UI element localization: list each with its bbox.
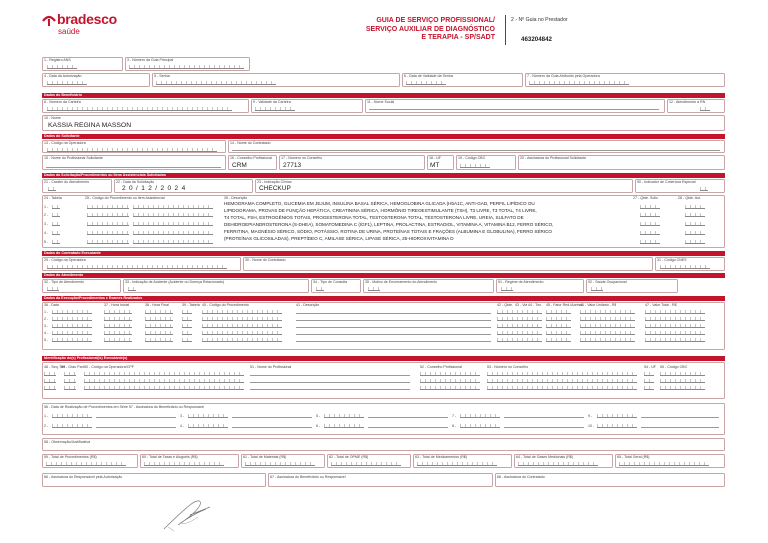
serie-10-ticks [597, 424, 637, 428]
label-codigo-procedimento: 25 - Código do Procedimento ou Item Assistencial [85, 196, 165, 200]
bradesco-logo [42, 10, 122, 38]
label-validade-carteira: 9 - Validade da Carteira [253, 100, 291, 104]
section-atendimento: Dados do Atendimento [42, 273, 725, 278]
req-qtde-ticks-2 [640, 213, 660, 217]
label-prof-nome: 51 - Nome do Profissional [250, 365, 292, 369]
exec-line-f2 [296, 320, 491, 321]
req-codigo2-ticks-4 [133, 231, 213, 235]
ticks-validade-senha [406, 81, 446, 85]
label-exec-codigo: 29 - Código na Operadora [44, 258, 86, 262]
uf-value: MT [430, 162, 440, 169]
section-solicitante: Dados do Solicitante [42, 134, 725, 139]
req-aut-ticks-1 [685, 205, 705, 209]
prof-grau-2 [64, 379, 76, 383]
desc-line-3: T4 TOTAL, FSH, ESTROGÊNIOS TOTAIS, PROGESTERONA TOTAL, TESTOSTERONA TOTAL, TESTOSTERONA LIVRE, UREIA, SULFATO DE [224, 215, 524, 220]
label-total-materiais: 61 - Total de Materiais (R$) [243, 455, 287, 459]
label-total-geral: 65 - Total Geral (R$) [617, 455, 650, 459]
req-qtde-ticks-1 [640, 205, 660, 209]
label-cbo: 19 - Código CBO [458, 156, 486, 160]
label-prof-conselho: 52 - Conselho Profissional [420, 365, 462, 369]
conselho-value: CRM [232, 162, 247, 169]
serie-3-ticks [188, 414, 228, 418]
prof-cons-2 [420, 379, 480, 383]
serie-2-sign [96, 427, 176, 428]
prof-num-2 [487, 379, 637, 383]
exec-line-f4 [296, 334, 491, 335]
form-title [320, 17, 495, 43]
prof-grau-1 [64, 372, 76, 376]
ticks-total-taxas [144, 462, 224, 466]
ticks-cbo [460, 164, 490, 168]
label-tipo-consulta: 34 - Tipo de Consulta [313, 280, 348, 284]
label-guia-operadora: 7 - Número da Guia Atribuído pela Operadora [527, 74, 600, 78]
exec-h-qtde: 42 - Qtde. [497, 303, 513, 307]
label-prof-uf: 54 - UF [644, 365, 656, 369]
ticks-tipo-atendimento [47, 287, 59, 291]
beneficiary-name: KASSIA REGINA MASSON [48, 122, 132, 129]
label-grau-part: 49 - Grau Part. [61, 365, 85, 369]
req-codigo-ticks-2 [87, 213, 129, 217]
field-nome-contratado[interactable] [228, 140, 725, 153]
exec-h-valor-total: 47 - Valor Total - R$ [645, 303, 677, 307]
exec-h-via: 43 - Via [515, 303, 528, 307]
req-codigo2-ticks-2 [133, 213, 213, 217]
exec-ticks-e1 [202, 310, 282, 314]
prof-seq-2 [44, 379, 56, 383]
data-solicitacao-value: 2 0 / 1 2 / 2 0 2 4 [122, 185, 186, 192]
label-senha: 5 - Senha [154, 74, 170, 78]
handwritten-signature [160, 495, 220, 533]
serie-10: 10 - [588, 424, 595, 428]
exec-ticks-j5 [645, 338, 705, 342]
exec-h-data: 36 - Data [44, 303, 59, 307]
label-conselho: 16 - Conselho Profissional [230, 156, 272, 160]
prof-seq-1 [44, 372, 56, 376]
serie-6-sign [368, 427, 448, 428]
serie-5-ticks [324, 414, 364, 418]
exec-ticks-b4 [104, 331, 132, 335]
label-prof-codigo: 50 - Código na Operadora/CPF [84, 365, 134, 369]
req-tabela-ticks-1 [52, 205, 60, 209]
exec-row-3: 3 - [44, 324, 49, 328]
label-indicacao-clinica: 23 - Indicação Clínica [257, 180, 292, 184]
req-tabela-ticks-3 [52, 222, 60, 226]
label-atendimento-rn: 12 - Atendimento a RN [669, 100, 706, 104]
serie-9-sign [641, 417, 719, 418]
exec-ticks-h4 [546, 331, 571, 335]
ticks-codigo-operadora [47, 148, 217, 152]
guide-number: 463204842 [521, 36, 552, 43]
ticks-atendimento-rn [700, 107, 710, 111]
section-solicitacao: Dados da Solicitação/Procedimentos ou Itens Assistenciais Solicitados [42, 173, 725, 178]
req-aut-ticks-4 [685, 231, 705, 235]
label-assinatura-contratado: 68 - Assinatura do Contratado [497, 475, 545, 479]
req-codigo-ticks-5 [87, 240, 129, 244]
prof-uf-1 [644, 372, 654, 376]
label-assinatura-solicitante: 20 - Assinatura do Profissional Solicitante [520, 156, 587, 160]
exec-ticks-j1 [645, 310, 705, 314]
label-acidente: 33 - Indicação de Acidente (Acidente ou Doença Relacionado) [125, 280, 225, 284]
exec-ticks-g4 [497, 331, 542, 335]
ticks-acidente [128, 287, 136, 291]
serie-8-ticks [460, 424, 500, 428]
title-divider [505, 15, 506, 45]
exec-h-tec: 44 - Téc. [528, 303, 543, 307]
ticks-cobertura-especial [700, 187, 708, 191]
serie-7-ticks [460, 414, 500, 418]
exec-h-fator: 45 - Fator Red./Acrésc. [546, 303, 584, 307]
req-qtde-ticks-4 [640, 231, 660, 235]
exec-ticks-g2 [497, 317, 542, 321]
exec-ticks-d5 [182, 338, 192, 342]
exec-row-1: 1 - [44, 310, 49, 314]
label-uf: 18 - UF [429, 156, 441, 160]
ticks-total-medicamentos [417, 462, 497, 466]
exec-ticks-c3 [145, 324, 173, 328]
exec-ticks-b3 [104, 324, 132, 328]
prof-cons-3 [420, 386, 480, 390]
ticks-tipo-consulta [316, 287, 324, 291]
req-tabela-ticks-2 [52, 213, 60, 217]
serie-7-sign [504, 417, 584, 418]
desc-line-6: (PROTEÍNAS GLICOSILADAS), PREPTÍDEO C, AMILASE SÉRICA, LIPASE SÉRICA, 25-HIDROXIVITAMINA D [224, 236, 454, 241]
prof-cod-3 [84, 386, 244, 390]
exec-row-2: 2 - [44, 317, 49, 321]
exec-ticks-a4 [52, 331, 92, 335]
exec-ticks-a2 [52, 317, 92, 321]
ticks-saude-ocupacional [591, 287, 603, 291]
label-tabela: 24 - Tabela [44, 196, 62, 200]
ticks-encerramento [368, 287, 380, 291]
exec-ticks-i3 [580, 324, 635, 328]
req-aut-ticks-5 [685, 240, 705, 244]
exec-h-valor-unit: 46 - Valor Unitário - R$ [580, 303, 617, 307]
exec-ticks-e4 [202, 331, 282, 335]
field-nome-social[interactable] [365, 99, 665, 113]
req-codigo-ticks-3 [87, 222, 129, 226]
serie-2: 2 - [44, 424, 49, 428]
desc-line-4: DEHIDROEPIANDROSTERONA (S-DHEA), SOMATOMEDINA C (IGF1), LEPTINA, PROLACTINA, ESTRADIOL, VITAMINA A, VITAMINA B12, FERRO SÉRICO, [224, 222, 554, 227]
req-codigo2-ticks-1 [133, 205, 213, 209]
prof-nome-1 [250, 375, 410, 376]
serie-2-ticks [52, 424, 92, 428]
label-encerramento: 35 - Motivo de Encerramento do Atendimento [365, 280, 438, 284]
serie-5-sign [368, 417, 448, 418]
line-profissional-solicitante [46, 167, 221, 168]
label-data-solicitacao: 22 - Data da Solicitação [116, 180, 155, 184]
label-assinatura-beneficiario: 67 - Assinatura do Beneficiário ou Responsável [270, 475, 346, 479]
serie-4: 4 - [180, 424, 185, 428]
ticks-regime [501, 287, 513, 291]
exec-ticks-d2 [182, 317, 192, 321]
exec-ticks-g5 [497, 338, 542, 342]
serie-8: 8 - [452, 424, 457, 428]
exec-ticks-g1 [497, 310, 542, 314]
exec-row-4: 4 - [44, 331, 49, 335]
req-codigo-ticks-4 [87, 231, 129, 235]
brand-name: bradesco [57, 11, 117, 27]
req-aut-ticks-2 [685, 213, 705, 217]
prof-grau-3 [64, 386, 76, 390]
requested-description-block [224, 201, 630, 247]
label-codigo-operadora: 13 - Código na Operadora [44, 141, 86, 145]
req-row-2: 2 - [44, 213, 49, 217]
prof-cbo-3 [660, 386, 705, 390]
serie-9-ticks [597, 414, 637, 418]
label-profissional-solicitante: 15 - Nome do Profissional Solicitante [44, 156, 103, 160]
req-codigo-ticks-1 [87, 205, 129, 209]
label-guia-principal: 3 - Número da Guia Principal [127, 58, 174, 62]
exec-ticks-b2 [104, 317, 132, 321]
exec-ticks-i1 [580, 310, 635, 314]
label-total-medicamentos: 63 - Total de Medicamentos (R$) [415, 455, 468, 459]
ticks-validade-carteira [255, 107, 295, 111]
ticks-senha [156, 81, 276, 85]
section-executante: Dados do Contratado Executante [42, 251, 725, 256]
label-total-procedimentos: 59 - Total de Procedimentos (R$) [44, 455, 97, 459]
label-total-opme: 62 - Total de OPME (R$) [329, 455, 369, 459]
ticks-registro-ans [47, 65, 77, 69]
numero-conselho-value: 27713 [283, 162, 302, 169]
serie-6: 6 - [316, 424, 321, 428]
label-registro-ans: 1 - Registro ANS [44, 58, 71, 62]
label-nome-contratado: 14 - Nome do Contratado [230, 141, 271, 145]
section-execucao: Dados da Execução/Procedimentos e Exames Realizados [42, 296, 725, 301]
exec-h-hora-inicial: 37 - Hora Inicial [104, 303, 130, 307]
exec-h-hora-final: 38 - Hora Final [145, 303, 169, 307]
label-numero-conselho: 17 - Número no Conselho [281, 156, 323, 160]
prof-cbo-1 [660, 372, 705, 376]
serie-8-sign [504, 427, 584, 428]
guide-label: 2 - Nº Guia no Prestador [511, 17, 568, 23]
req-codigo2-ticks-3 [133, 222, 213, 226]
label-cnes: 31 - Código CNES [657, 258, 687, 262]
serie-4-ticks [188, 424, 228, 428]
field-exec-nome[interactable] [243, 257, 653, 271]
prof-seq-3 [44, 386, 56, 390]
exec-ticks-i5 [580, 338, 635, 342]
field-nome[interactable] [42, 115, 725, 131]
label-realizacao-serie: 56 - Data de Realização de Procedimentos em Série 57 - Assinatura do Beneficiário ou Responsável [44, 405, 205, 409]
exec-ticks-d4 [182, 331, 192, 335]
ticks-guia-principal [129, 65, 244, 69]
desc-line-2: LIPIDOGRAMA, PROVAS DE FUNÇÃO HEPÁTICA, CREATININA SÉRICA, HORMÔNIO TIREOESTIMULANTE (TSH), T3 LIVRE, T3 TOTAL, T4 LIVRE, [224, 208, 537, 213]
serie-7: 7 - [452, 414, 457, 418]
req-tabela-ticks-4 [52, 231, 60, 235]
prof-cod-1 [84, 372, 244, 376]
label-regime: 91 - Regime de Atendimento [498, 280, 544, 284]
exec-ticks-c4 [145, 331, 173, 335]
label-data-autorizacao: 4 - Data da Autorização [44, 74, 82, 78]
ticks-exec-codigo [47, 265, 227, 269]
serie-5: 5 - [316, 414, 321, 418]
exec-ticks-b1 [104, 310, 132, 314]
exec-ticks-h3 [546, 324, 571, 328]
field-observacao[interactable] [42, 438, 725, 451]
exec-ticks-e3 [202, 324, 282, 328]
label-total-gases: 64 - Total de Gases Medicinais (R$) [516, 455, 574, 459]
req-qtde-ticks-3 [640, 222, 660, 226]
ticks-total-geral [619, 462, 709, 466]
exec-ticks-h5 [546, 338, 571, 342]
exec-line-f5 [296, 341, 491, 342]
label-tipo-atendimento: 32 - Tipo de Atendimento [44, 280, 84, 284]
serie-3-sign [232, 417, 312, 418]
label-qtde-solic: 27 - Qtde. Solic. [633, 196, 659, 200]
prof-uf-2 [644, 379, 654, 383]
label-qtde-aut: 28 - Qtde. Aut. [678, 196, 702, 200]
exec-ticks-j4 [645, 331, 705, 335]
indicacao-clinica-value: CHECKUP [259, 185, 291, 192]
serie-3: 3 - [180, 414, 185, 418]
exec-ticks-g3 [497, 324, 542, 328]
brand-sub: saúde [58, 27, 80, 36]
exec-h-tabela: 39 - Tabela [182, 303, 200, 307]
title-line-1: GUIA DE SERVIÇO PROFISSIONAL/ [376, 17, 495, 24]
serie-1-sign [96, 417, 176, 418]
label-exec-nome: 30 - Nome do Contratado [245, 258, 286, 262]
req-row-3: 3 - [44, 222, 49, 226]
exec-line-f1 [296, 313, 491, 314]
label-carater: 21 - Caráter do Atendimento [44, 180, 90, 184]
prof-num-3 [487, 386, 637, 390]
serie-1-ticks [52, 414, 92, 418]
ticks-carater [48, 187, 56, 191]
ticks-total-opme [331, 462, 401, 466]
label-descricao: 26 - Descrição [224, 196, 248, 200]
exec-ticks-a3 [52, 324, 92, 328]
label-assinatura-autorizacao: 66 - Assinatura do Responsável pela Autorização [44, 475, 123, 479]
prof-cbo-2 [660, 379, 705, 383]
prof-nome-3 [250, 389, 410, 390]
req-tabela-ticks-5 [52, 240, 60, 244]
label-total-taxas: 60 - Total de Taxas e Aluguéis (R$) [142, 455, 198, 459]
exec-ticks-d1 [182, 310, 192, 314]
exec-row-5: 5 - [44, 338, 49, 342]
ticks-total-gases [518, 462, 598, 466]
field-indicacao-clinica[interactable] [255, 179, 633, 193]
serie-6-ticks [324, 424, 364, 428]
label-prof-cbo: 55 - Código CBO [660, 365, 688, 369]
req-row-4: 4 - [44, 231, 49, 235]
label-observacao: 58 - Observação/Justificativa [44, 440, 91, 444]
req-codigo2-ticks-5 [133, 240, 213, 244]
exec-ticks-a1 [52, 310, 92, 314]
desc-line-5: FERRITINA, MAGNÉSIO SÉRICO, SÓDIO, POTÁSSIO, ROTINA DE URINA, PROTEÍNAS TOTAIS E FRAÇÕES (ALBUMINA E GLOBULINA), FERRO SÉRICO [224, 229, 552, 234]
exec-ticks-j3 [645, 324, 705, 328]
bradesco-tree-icon [42, 13, 56, 27]
title-line-2: SERVIÇO AUXILIAR DE DIAGNÓSTICO [365, 25, 495, 33]
label-nome: 10 - Nome [44, 116, 61, 120]
ticks-total-procedimentos [46, 462, 126, 466]
line-nome-contratado [232, 150, 720, 151]
exec-ticks-j2 [645, 317, 705, 321]
prof-uf-3 [644, 386, 654, 390]
exec-ticks-c2 [145, 317, 173, 321]
exec-ticks-i2 [580, 317, 635, 321]
section-profissionais: Identificação do(s) Profissional(is) Executante(s) [42, 356, 725, 361]
ticks-carteira [47, 107, 232, 111]
label-cobertura-especial: 90 - Indicador de Cobertura Especial [637, 180, 696, 184]
section-beneficiario: Dados do Beneficiário [42, 93, 725, 98]
ticks-data-autorizacao [47, 81, 87, 85]
desc-line-1: HEMOGRAMA COMPLETO, GLICEMIA EM JEJUM, INSULINA BASAL SÉRICA, HEMOGLOBINA GLICADA (HbA1C, ANTI-GAD, PERFIL LIPÍDICO OU [224, 201, 535, 206]
title-line-3: E TERAPIA - SP/SADT [421, 34, 495, 41]
exec-ticks-a5 [52, 338, 92, 342]
ticks-guia-operadora [529, 81, 629, 85]
exec-line-f3 [296, 327, 491, 328]
req-aut-ticks-3 [685, 222, 705, 226]
label-prof-numero: 53 - Número no Conselho [487, 365, 529, 369]
req-row-5: 5 - [44, 240, 49, 244]
serie-4-sign [232, 427, 312, 428]
exec-ticks-c1 [145, 310, 173, 314]
exec-ticks-b5 [104, 338, 132, 342]
prof-num-1 [487, 372, 637, 376]
req-qtde-ticks-5 [640, 240, 660, 244]
serie-9: 9 - [588, 414, 593, 418]
exec-ticks-h1 [546, 310, 571, 314]
ticks-cnes [660, 265, 710, 269]
exec-ticks-e2 [202, 317, 282, 321]
label-validade-senha: 6 - Data de Validade da Senha [404, 74, 453, 78]
label-nome-social: 11 - Nome Social [367, 100, 395, 104]
req-row-1: 1 - [44, 205, 49, 209]
exec-ticks-i4 [580, 331, 635, 335]
prof-cod-2 [84, 379, 244, 383]
exec-h-descricao: 41 - Descrição [296, 303, 320, 307]
exec-ticks-h2 [546, 317, 571, 321]
label-seq-ref: 48 - Seq. Ref [44, 365, 66, 369]
serie-10-sign [641, 427, 719, 428]
line-nome-social [369, 109, 659, 110]
exec-ticks-c5 [145, 338, 173, 342]
prof-cons-1 [420, 372, 480, 376]
ticks-total-materiais [245, 462, 315, 466]
prof-nome-2 [250, 382, 410, 383]
exec-h-codigo: 40 - Código do Procedimento [202, 303, 249, 307]
exec-ticks-d3 [182, 324, 192, 328]
serie-1: 1 - [44, 414, 49, 418]
label-carteira: 8 - Número da Carteira [44, 100, 81, 104]
exec-ticks-e5 [202, 338, 282, 342]
label-saude-ocupacional: 92 - Saúde Ocupacional [588, 280, 627, 284]
